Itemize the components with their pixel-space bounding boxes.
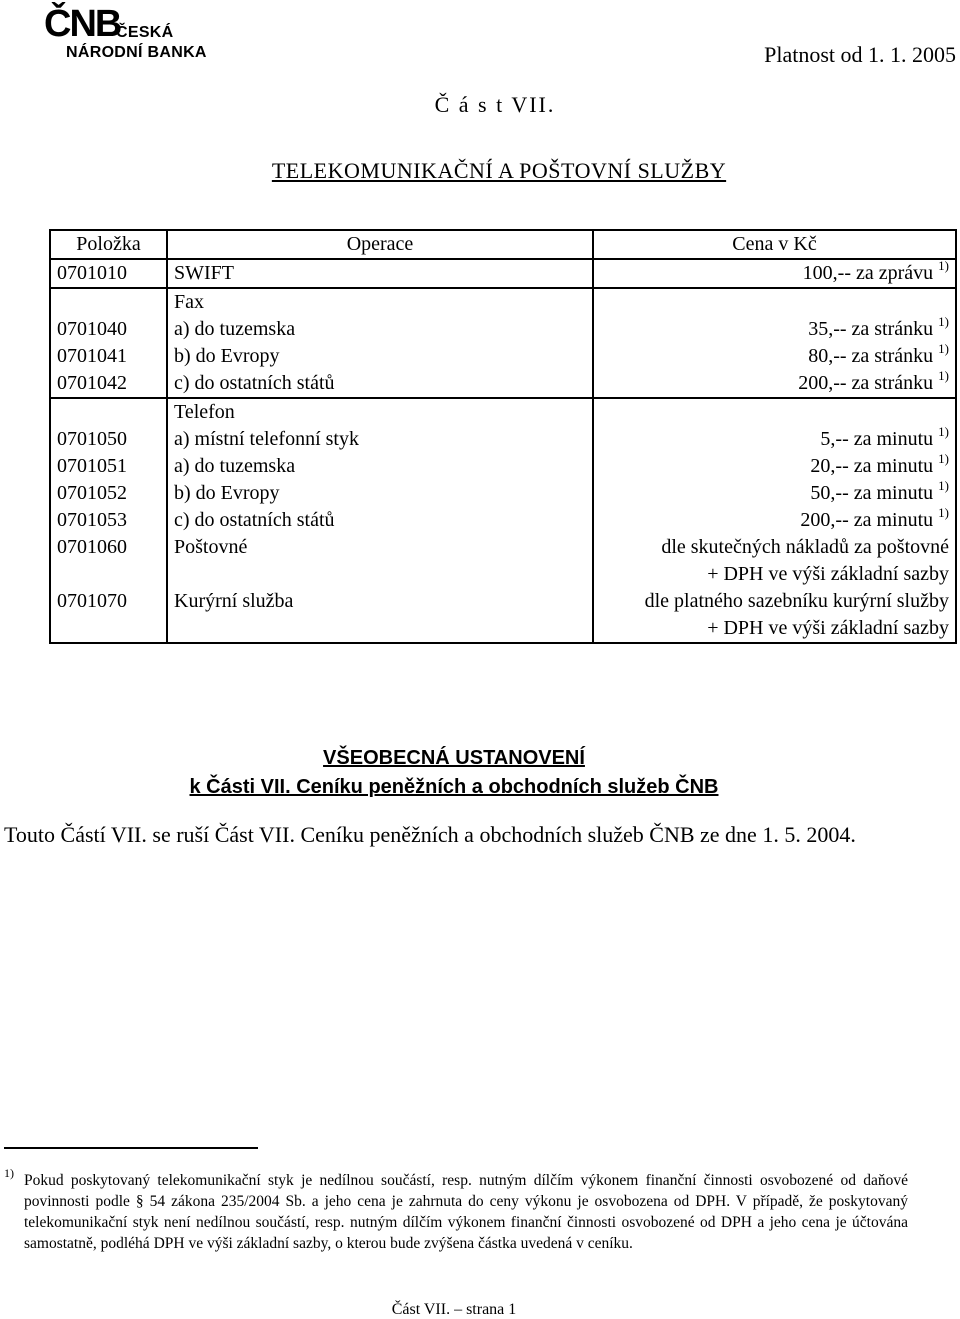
row-code: 0701041 xyxy=(50,343,167,370)
row-code: 0701050 xyxy=(50,426,167,453)
table-row xyxy=(50,288,956,316)
logo-line-2: NÁRODNÍ BANKA xyxy=(66,44,207,61)
row-operation: c) do ostatních států xyxy=(167,507,593,534)
price-text: 50,-- za minutu xyxy=(810,482,934,504)
row-price xyxy=(593,398,956,426)
row-price xyxy=(593,426,956,453)
row-code: 0701060 xyxy=(50,534,167,588)
general-provisions-subtitle: k Části VII. Ceníku peněžních a obchodních služeb ČNB xyxy=(189,776,719,798)
footnote-ref: 1) xyxy=(938,478,949,493)
row-operation: a) do tuzemska xyxy=(167,316,593,343)
footnote-ref: 1) xyxy=(938,314,949,329)
row-code: 0701070 xyxy=(50,588,167,643)
row-operation: b) do Evropy xyxy=(167,343,593,370)
logo-mark: ČNB xyxy=(44,3,121,45)
row-price xyxy=(593,259,956,288)
row-code: 0701040 xyxy=(50,316,167,343)
row-price xyxy=(593,370,956,398)
footnote-ref: 1) xyxy=(938,258,949,273)
row-code: 0701053 xyxy=(50,507,167,534)
row-price xyxy=(593,480,956,507)
price-text: dle skutečných nákladů za poštovné xyxy=(661,536,949,558)
table-header-row xyxy=(50,230,956,259)
header-operation: Operace xyxy=(167,230,593,259)
header-item: Položka xyxy=(50,230,167,259)
row-operation: Kurýrní služba xyxy=(167,588,593,643)
row-code: 0701051 xyxy=(50,453,167,480)
row-price xyxy=(593,534,956,588)
price-text: 5,-- za minutu xyxy=(820,428,934,450)
table-row xyxy=(50,426,956,453)
table-row xyxy=(50,453,956,480)
row-operation: SWIFT xyxy=(167,259,593,288)
price-table xyxy=(49,229,957,644)
logo-line-1: ČESKÁ xyxy=(116,24,174,41)
price-text-2: + DPH ve výši základní sazby xyxy=(707,617,949,639)
footnote-ref: 1) xyxy=(938,424,949,439)
price-text-2: + DPH ve výši základní sazby xyxy=(707,563,949,585)
row-price xyxy=(593,588,956,643)
part-title xyxy=(0,92,960,118)
row-operation: a) místní telefonní styk xyxy=(167,426,593,453)
part-title-text: Č á s t VII. xyxy=(434,92,556,117)
row-price xyxy=(593,507,956,534)
table-row xyxy=(50,370,956,398)
footnote-ref: 1) xyxy=(938,451,949,466)
table-row xyxy=(50,480,956,507)
table-row xyxy=(50,534,956,588)
price-text: 200,-- za stránku xyxy=(798,372,934,394)
cancellation-text: Touto Částí VII. se ruší Část VII. Ceníku peněžních a obchodních služeb ČNB ze dne 1. 5. 2004. xyxy=(4,822,856,847)
footnote-divider xyxy=(4,1147,258,1149)
validity-date: Platnost od 1. 1. 2005 xyxy=(764,42,956,67)
footnote-ref: 1) xyxy=(938,505,949,520)
row-price xyxy=(593,343,956,370)
footnote-ref: 1) xyxy=(938,368,949,383)
row-code: 0701010 xyxy=(50,259,167,288)
table-row xyxy=(50,588,956,643)
price-text: 80,-- za stránku xyxy=(808,345,934,367)
row-operation: a) do tuzemska xyxy=(167,453,593,480)
row-code: 0701052 xyxy=(50,480,167,507)
table-row xyxy=(50,398,956,426)
cnb-logo xyxy=(44,3,207,66)
table-row xyxy=(50,343,956,370)
footnote-text: Pokud poskytovaný telekomunikační styk je nedílnou součástí, resp. nutným dílčím výkonem finanční činnosti osvobozené od daňové povinnosti podle § 54 zákona 235/2004 Sb. a jeho cena je zahrnuta do ceny výkonu je osvobozena od DPH. V případě, že poskytovaný telekomunikační styk není nedílnou součástí, resp. nutným dílčím výkonem finanční činnosti osvobozené od DPH a jeho cena je účtována samostatně, podléhá DPH ve výši základní sazby, o kterou bude zvýšena částka uvedená v ceníku. xyxy=(24,1172,908,1252)
table-row xyxy=(50,507,956,534)
row-price xyxy=(593,316,956,343)
price-text: 20,-- za minutu xyxy=(810,455,934,477)
price-text: dle platného sazebníku kurýrní služby xyxy=(644,590,949,612)
row-operation: c) do ostatních států xyxy=(167,370,593,398)
row-code: 0701042 xyxy=(50,370,167,398)
price-text: 100,-- za zprávu xyxy=(802,262,934,284)
row-code xyxy=(50,398,167,426)
row-operation: b) do Evropy xyxy=(167,480,593,507)
row-price xyxy=(593,288,956,316)
footnote-ref: 1) xyxy=(938,341,949,356)
row-operation: Fax xyxy=(167,288,593,316)
page-footer: Část VII. – strana 1 xyxy=(391,1301,517,1318)
table-row xyxy=(50,259,956,288)
price-text: 200,-- za minutu xyxy=(800,509,934,531)
table-row xyxy=(50,316,956,343)
row-operation: Telefon xyxy=(167,398,593,426)
footnote-mark: 1) xyxy=(4,1166,14,1180)
row-price xyxy=(593,453,956,480)
section-title: TELEKOMUNIKAČNÍ A POŠTOVNÍ SLUŽBY xyxy=(271,158,727,183)
general-provisions-title: VŠEOBECNÁ USTANOVENÍ xyxy=(323,747,585,769)
header-price: Cena v Kč xyxy=(593,230,956,259)
row-code xyxy=(50,288,167,316)
price-text: 35,-- za stránku xyxy=(808,318,934,340)
row-operation: Poštovné xyxy=(167,534,593,588)
